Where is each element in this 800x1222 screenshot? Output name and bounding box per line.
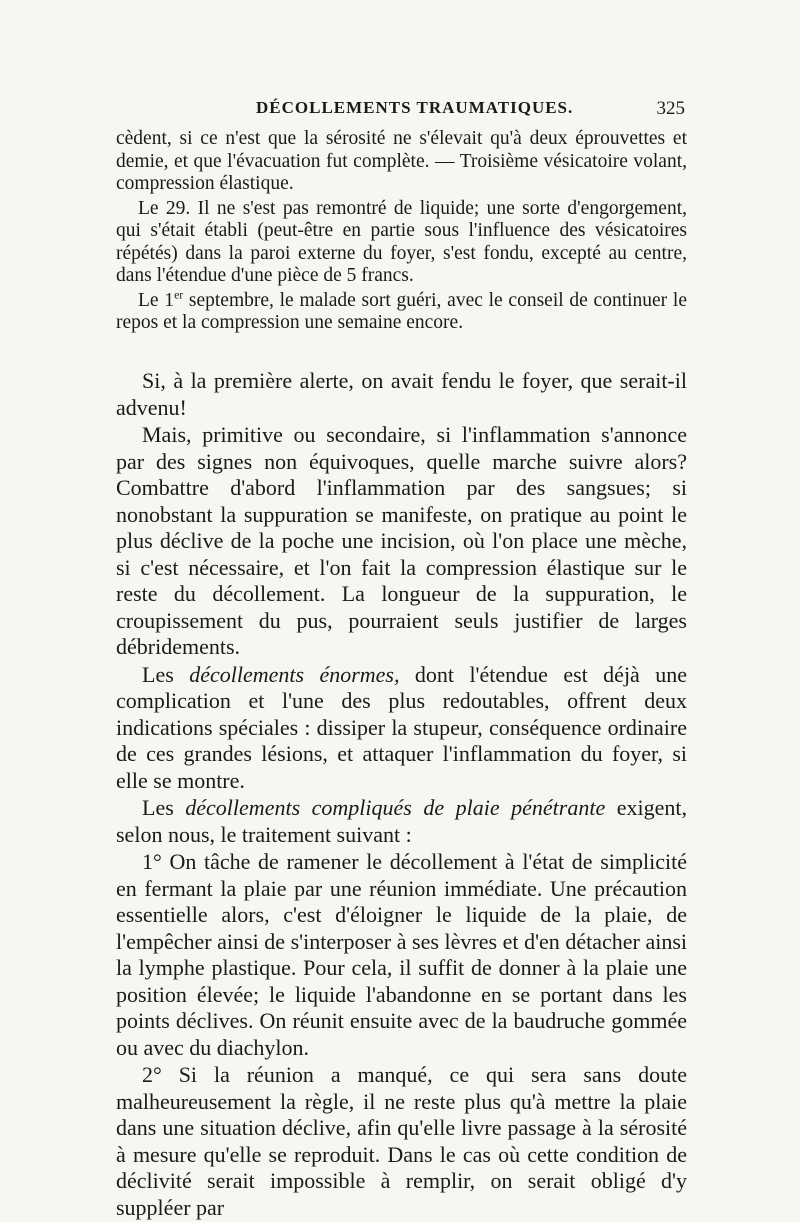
paragraph: Mais, primitive ou secondaire, si l'inflammation s'annonce par des signes non équivoques, quelle marche suivre alors? Combattre d'abord l'inflammation par des sangsues; si nonobstant la suppuration se manifeste, on pratique au point le plus déclive de la poche une incision, où l'on place une mèche, si c'est nécessaire, et l'on fait la compression élastique sur le reste du décollement. La longueur de la suppuration, le croupissement du pus, pourraient seuls justifier de larges débridements.: [116, 422, 687, 659]
emphasis: décollements compliqués de plaie pénétrante: [185, 795, 606, 820]
paragraph: 1° On tâche de ramener le décollement à l'état de simplicité en fermant la plaie par une réunion immédiate. Une précaution essentielle alors, c'est d'éloigner le liquide de la plaie, de l'empêcher ainsi de s'interposer à ses lèvres et d'en détacher ainsi la lymphe plastique. Pour cela, il suffit de donner à la plaie une position élevée; le liquide l'abandonne en se portant dans les points déclives. On réunit ensuite avec de la baudruche gommée ou avec du diachylon.: [116, 849, 687, 1060]
paragraph: cèdent, si ce n'est que la sérosité ne s'élevait qu'à deux éprouvettes et demie, et que l'évacuation fut complète. — Troisième vésicatoire volant, compression élastique.: [116, 128, 687, 194]
page-number: 325: [656, 98, 685, 119]
text-span: Le 1: [138, 289, 175, 311]
running-title: DÉCOLLEMENTS TRAUMATIQUES.: [256, 98, 574, 117]
text-span: Les: [142, 795, 186, 820]
case-notes: [116, 128, 687, 337]
main-text: [116, 368, 687, 1222]
text-span: dont l'étendue est déjà une complication et l'une des plus redoutables, offrent deux indications spéciales : dissiper la stupeur, conséquence ordinaire de ces grandes lésions, et attaquer l'inflammation du foyer, si elle se montre.: [116, 661, 688, 793]
paragraph: Si, à la première alerte, on avait fendu le foyer, que serait-il advenu!: [116, 368, 687, 420]
paragraph: [116, 290, 687, 335]
paragraph: [116, 795, 687, 848]
text-span: exigent, selon nous, le traitement suivant :: [116, 795, 687, 847]
emphasis: décollements énormes,: [189, 661, 400, 687]
superscript: er: [174, 288, 184, 301]
text-span: septembre, le malade sort guéri, avec le conseil de continuer le repos et la compression une semaine encore.: [116, 289, 687, 333]
running-header: [116, 98, 685, 124]
text-span: Les: [142, 661, 190, 687]
paragraph: 2° Si la réunion a manqué, ce qui sera sans doute malheureusement la règle, il ne reste plus qu'à mettre la plaie dans une situation déclive, afin qu'elle livre passage à la sérosité à mesure qu'elle se reproduit. Dans le cas où cette condition de déclivité serait impossible à remplir, on serait obligé d'y suppléer par: [116, 1062, 687, 1220]
paragraph: [116, 662, 687, 795]
paragraph: Le 29. Il ne s'est pas remontré de liquide; une sorte d'engorgement, qui s'était établi (peut-être en partie sous l'influence des vésicatoires répétés) dans la paroi externe du foyer, s'est fondu, excepté au centre, dans l'étendue d'une pièce de 5 francs.: [116, 197, 687, 286]
